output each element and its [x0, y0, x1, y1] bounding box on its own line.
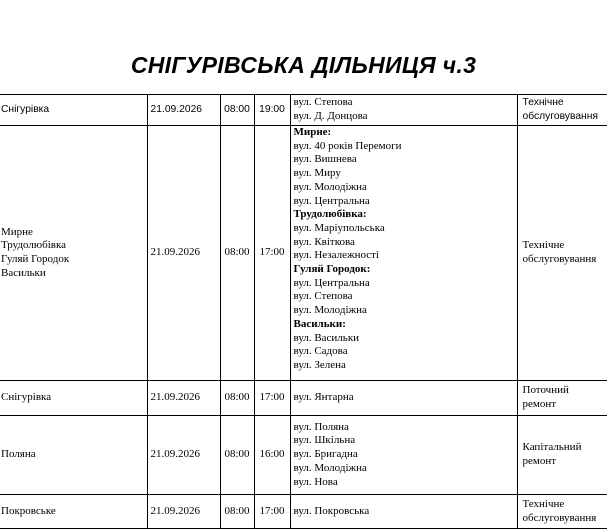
locality-name: Васильки [1, 266, 46, 279]
street-name: вул. Молодіжна [293, 180, 367, 193]
street-name: вул. Зелена [293, 358, 346, 371]
date-cell: 21.09.2026 [147, 495, 220, 529]
locality-name: Снігурівка [1, 391, 52, 404]
street-name: вул. Янтарна [293, 391, 354, 404]
table-row [0, 95, 607, 126]
settlement-heading: Трудолюбівка: [293, 208, 367, 221]
work-type-text: ремонт [522, 455, 557, 467]
street-name: вул. Бригадна [293, 448, 358, 461]
work-type-text: Технічне [522, 497, 565, 510]
locality-cell [0, 416, 147, 495]
page-title: СНІГУРІВСЬКА ДІЛЬНИЦЯ ч.3 [130, 52, 477, 78]
street-name: вул. 40 років Перемоги [293, 139, 402, 152]
street-name: вул. Шкільна [293, 434, 356, 447]
street-name: вул. Степова [293, 290, 353, 303]
work-type-cell [517, 416, 607, 495]
work-type-cell [517, 381, 607, 416]
work-type-cell [517, 495, 607, 529]
streets-cell [290, 416, 517, 495]
locality-name: Поляна [1, 448, 36, 461]
schedule-body [0, 95, 607, 529]
street-name: вул. Центральна [293, 276, 370, 289]
locality-name: Покровське [1, 504, 56, 517]
work-type-text: обслуговування [522, 111, 598, 122]
settlement-heading: Мирне: [293, 126, 332, 138]
street-name: вул. Маріупольська [293, 221, 385, 234]
work-type-text: Технічне [522, 97, 564, 109]
date-cell: 21.09.2026 [147, 95, 220, 126]
street-name: вул. Молодіжна [293, 304, 367, 317]
start-time-cell: 08:00 [220, 495, 254, 529]
start-time-cell: 08:00 [220, 126, 254, 381]
table-row [0, 416, 607, 495]
street-name: вул. Поляна [293, 420, 349, 433]
street-name: вул. Квіткова [293, 235, 355, 248]
street-name: вул. Нова [293, 475, 338, 488]
date-cell: 21.09.2026 [147, 381, 220, 416]
end-time-cell: 16:00 [254, 416, 290, 495]
settlement-heading: Васильки: [293, 317, 346, 330]
table-row [0, 495, 607, 529]
date-cell: 21.09.2026 [147, 126, 220, 381]
outage-schedule-table [0, 94, 607, 529]
end-time-cell: 17:00 [254, 126, 290, 381]
end-time-cell: 19:00 [254, 95, 290, 126]
street-name: вул. Степова [293, 96, 353, 109]
street-name: вул. Д. Донцова [293, 110, 368, 122]
locality-name: Трудолюбівка [1, 239, 67, 252]
street-name: вул. Молодіжна [293, 461, 367, 474]
street-name: вул. Незалежності [293, 249, 379, 262]
street-name: вул. Миру [293, 167, 341, 180]
streets-cell [290, 381, 517, 416]
start-time-cell: 08:00 [220, 381, 254, 416]
table-row [0, 126, 607, 381]
end-time-cell: 17:00 [254, 495, 290, 529]
work-type-text: Капітальний [522, 441, 582, 454]
locality-name: Гуляй Городок [1, 253, 70, 265]
start-time-cell: 08:00 [220, 416, 254, 495]
street-name: вул. Васильки [293, 331, 360, 344]
street-name: вул. Садова [293, 345, 348, 358]
locality-cell [0, 495, 147, 529]
locality-cell [0, 95, 147, 126]
streets-cell [290, 126, 517, 381]
work-type-text: Поточний [522, 384, 569, 397]
street-name: вул. Покровська [293, 504, 370, 517]
streets-cell [290, 95, 517, 126]
start-time-cell: 08:00 [220, 95, 254, 126]
street-name: вул. Вишнева [293, 153, 357, 166]
streets-cell [290, 495, 517, 529]
locality-name: Снігурівка [1, 104, 50, 116]
end-time-cell: 17:00 [254, 381, 290, 416]
settlement-heading: Гуляй Городок: [293, 263, 371, 276]
locality-name: Мирне [1, 225, 33, 238]
date-cell: 21.09.2026 [147, 416, 220, 495]
work-type-text: Технічне [522, 239, 565, 252]
table-row [0, 381, 607, 416]
work-type-text: обслуговування [522, 511, 597, 524]
work-type-text: обслуговування [522, 253, 597, 265]
street-name: вул. Центральна [293, 194, 370, 207]
work-type-cell [517, 126, 607, 381]
locality-cell [0, 126, 147, 381]
locality-cell [0, 381, 147, 416]
work-type-cell [517, 95, 607, 126]
work-type-text: ремонт [522, 398, 557, 410]
